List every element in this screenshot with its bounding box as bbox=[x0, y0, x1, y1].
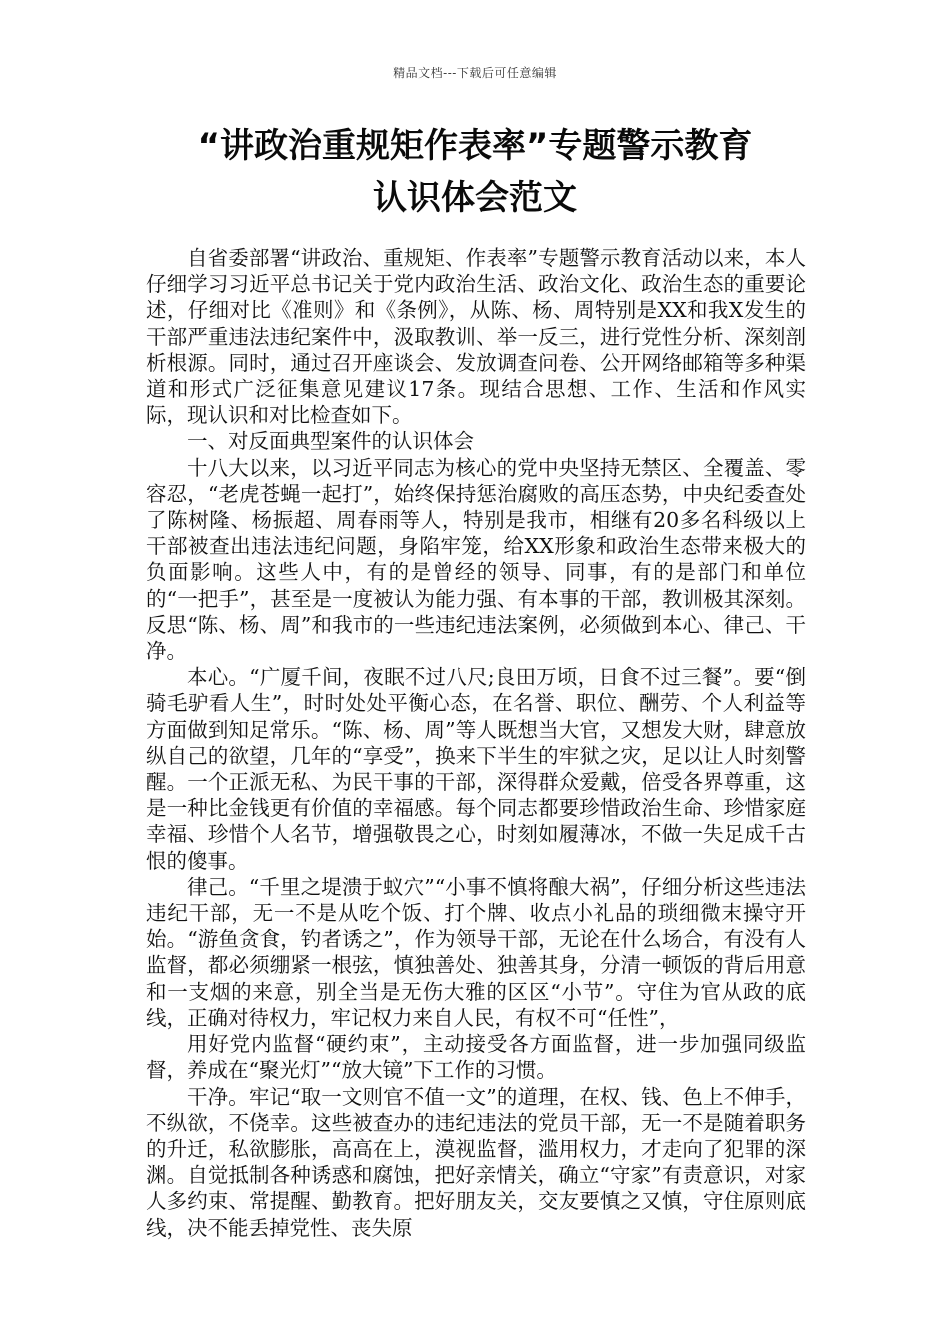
document-body bbox=[146, 245, 806, 1241]
paragraph-intro: 自省委部署“讲政治、重规矩、作表率”专题警示教育活动以来，本人仔细学习习近平总书记关于党内政治生活、政治文化、政治生态的重要论述，仔细对比《准则》和《条例》，从陈、杨、周特别是XX和我X发生的干部严重违法违纪案件中，汲取教训、举一反三，进行党性分析、深刻剖析根源。同时，通过召开座谈会、发放调查问卷、公开网络邮箱等多种渠道和形式广泛征集意见建议17条。现结合思想、工作、生活和作风实际，现认识和对比检查如下。 bbox=[146, 246, 806, 428]
paragraph-benxin: 本心。“广厦千间，夜眠不过八尺;良田万顷，日食不过三餐”。要“倒骑毛驴看人生”，时时处处平衡心态，在名誉、职位、酬劳、个人利益等方面做到知足常乐。“陈、杨、周”等人既想当大官，又想发大财，肆意放纵自己的欲望，几年的“享受”，换来下半生的牢狱之灾，足以让人时刻警醒。一个正派无私、为民干事的干部，深得群众爱戴，倍受各界尊重，这是一种比金钱更有价值的幸福感。每个同志都要珍惜政治生命、珍惜家庭幸福、珍惜个人名节，增强敬畏之心，时刻如履薄冰，不做一失足成千古恨的傻事。 bbox=[146, 665, 806, 873]
paragraph-background: 十八大以来，以习近平同志为核心的党中央坚持无禁区、全覆盖、零容忍，“老虎苍蝇一起打”，始终保持惩治腐败的高压态势，中央纪委查处了陈树隆、杨振超、周春雨等人，特别是我市，相继有20多名科级以上干部被查出违法违纪问题，身陷牢笼，给XX形象和政治生态带来极大的负面影响。这些人中，有的是曾经的领导、同事，有的是部门和单位的“一把手”，甚至是一度被认为能力强、有本事的干部，教训极其深刻。反思“陈、杨、周”和我市的一些违纪违法案例，必须做到本心、律己、干净。 bbox=[146, 455, 806, 664]
paragraph-lvji: 律己。“千里之堤溃于蚁穴”“小事不慎将酿大祸”，仔细分析这些违法违纪干部，无一不是从吃个饭、打个牌、收点小礼品的琐细微末操守开始。“游鱼贪食，钓者诱之”，作为领导干部，无论在什么场合，有没有人监督，都必须绷紧一根弦，慎独善处、独善其身，分清一顿饭的背后用意和一支烟的来意，别全当是无伤大雅的区区“小节”。守住为官从政的底线，正确对待权力，牢记权力来自人民，有权不可“任性”， bbox=[146, 874, 806, 1030]
title-line-1: “讲政治重规矩作表率”专题警示教育 bbox=[197, 126, 753, 166]
document-title bbox=[100, 120, 850, 224]
header-note: 精品文档---下载后可任意编辑 bbox=[393, 66, 557, 80]
section-heading-1: 一、对反面典型案件的认识体会 bbox=[187, 429, 474, 454]
paragraph-supervision: 用好党内监督“硬约束”，主动接受各方面监督，进一步加强同级监督，养成在“聚光灯”“放大镜”下工作的习惯。 bbox=[146, 1032, 806, 1083]
paragraph-ganjing: 干净。牢记“取一文则官不值一文”的道理，在权、钱、色上不伸手，不纵欲，不侥幸。这些被查办的违纪违法的党员干部，无一不是随着职务的升迁，私欲膨胀，高高在上，漠视监督，滥用权力，才走向了犯罪的深渊。自觉抵制各种诱惑和腐蚀，把好亲情关，确立“守家”有责意识，对家人多约束、常提醒、勤教育。把好朋友关，交友要慎之又慎，守住原则底线，决不能丢掉党性、丧失原 bbox=[146, 1084, 806, 1240]
title-line-2: 认识体会范文 bbox=[373, 178, 577, 218]
